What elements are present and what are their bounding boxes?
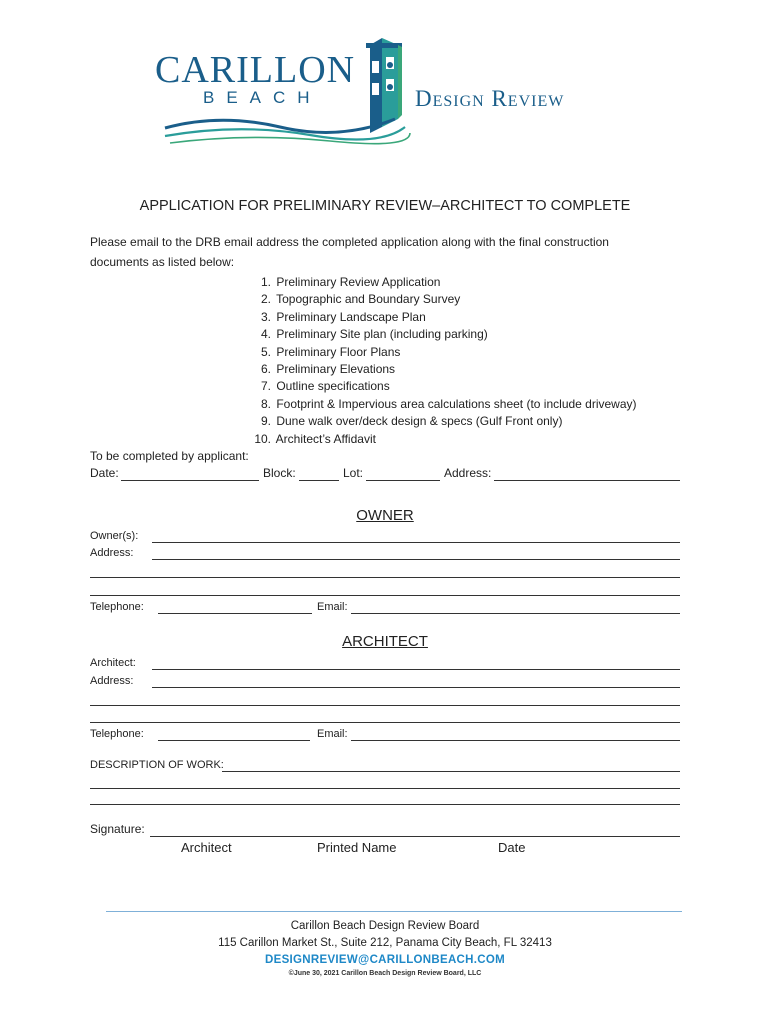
logo-subtitle: Design Review	[415, 86, 565, 111]
owner-heading: OWNER	[356, 507, 414, 524]
required-documents-list	[245, 274, 637, 448]
architect-address-field[interactable]	[152, 687, 680, 688]
block-field[interactable]	[299, 480, 339, 481]
description-line3[interactable]	[90, 804, 680, 805]
owner-email-field[interactable]	[351, 613, 680, 614]
logo-brand-line1: CARILLON	[155, 49, 356, 91]
date-field[interactable]	[121, 480, 259, 481]
applicant-note: To be completed by applicant:	[90, 449, 249, 463]
logo-brand-line2: BEACH	[203, 88, 322, 107]
signature-sub-printed-name: Printed Name	[317, 840, 397, 855]
footer-divider	[106, 911, 682, 912]
owner-address-line3[interactable]	[90, 595, 680, 596]
list-item: 4. Preliminary Site plan (including parking)	[260, 327, 488, 342]
architect-telephone-field[interactable]	[158, 740, 310, 741]
owner-address-label: Address:	[90, 547, 134, 559]
list-item: 1. Preliminary Review Application	[260, 275, 441, 289]
lot-label: Lot:	[343, 466, 364, 480]
footer-copyright: ©June 30, 2021 Carillon Beach Design Review Board, LLC	[288, 970, 482, 977]
signature-sub-architect: Architect	[181, 840, 232, 855]
description-field[interactable]	[222, 771, 680, 772]
footer-board-name: Carillon Beach Design Review Board	[290, 920, 480, 932]
bell-tower-icon	[366, 38, 402, 133]
signature-field[interactable]	[150, 836, 680, 837]
owner-telephone-field[interactable]	[158, 613, 312, 614]
architect-email-field[interactable]	[351, 740, 680, 741]
list-item: 3. Preliminary Landscape Plan	[260, 309, 426, 324]
form-title: APPLICATION FOR PRELIMINARY REVIEW–ARCHITECT TO COMPLETE	[139, 198, 631, 214]
intro-text-line2: documents as listed below:	[90, 255, 235, 269]
owner-address-line2[interactable]	[90, 577, 680, 578]
architect-field[interactable]	[152, 669, 680, 670]
list-item: 9. Dune walk over/deck design & specs (Gulf Front only)	[260, 414, 563, 429]
block-label: Block:	[263, 466, 296, 480]
address-field[interactable]	[494, 480, 680, 481]
owner-telephone-label: Telephone:	[90, 601, 144, 613]
description-line2[interactable]	[90, 788, 680, 789]
owners-field[interactable]	[152, 542, 680, 543]
list-item: 5. Preliminary Floor Plans	[260, 344, 401, 359]
architect-address-label: Address:	[90, 675, 134, 687]
intro-text-line1: Please email to the DRB email address the completed application along with the final construction	[90, 235, 609, 249]
signature-sub-date: Date	[498, 840, 526, 855]
list-item: 10. Architect’s Affidavit	[254, 431, 376, 446]
architect-heading: ARCHITECT	[342, 633, 428, 650]
owners-label: Owner(s):	[90, 530, 139, 542]
description-label: DESCRIPTION OF WORK:	[90, 759, 224, 771]
list-item: 2. Topographic and Boundary Survey	[260, 292, 461, 307]
list-item: 8. Footprint & Impervious area calculations sheet (to include driveway)	[260, 396, 637, 411]
lot-field[interactable]	[366, 480, 440, 481]
owner-email-label: Email:	[317, 601, 348, 613]
architect-telephone-label: Telephone:	[90, 728, 144, 740]
architect-label: Architect:	[90, 657, 136, 669]
list-item: 7. Outline specifications	[260, 379, 390, 394]
owner-address-field[interactable]	[152, 559, 680, 560]
architect-email-label: Email:	[317, 728, 348, 740]
bell-tower-logo	[150, 35, 630, 150]
list-item: 6. Preliminary Elevations	[260, 361, 396, 376]
address-label: Address:	[444, 466, 492, 480]
footer-email-link[interactable]: DESIGNREVIEW@CARILLONBEACH.COM	[265, 954, 505, 966]
architect-address-line3[interactable]	[90, 722, 680, 723]
footer-address: 115 Carillon Market St., Suite 212, Panama City Beach, FL 32413	[218, 937, 552, 949]
signature-label: Signature:	[90, 822, 145, 836]
date-label: Date:	[90, 466, 119, 480]
architect-address-line2[interactable]	[90, 705, 680, 706]
